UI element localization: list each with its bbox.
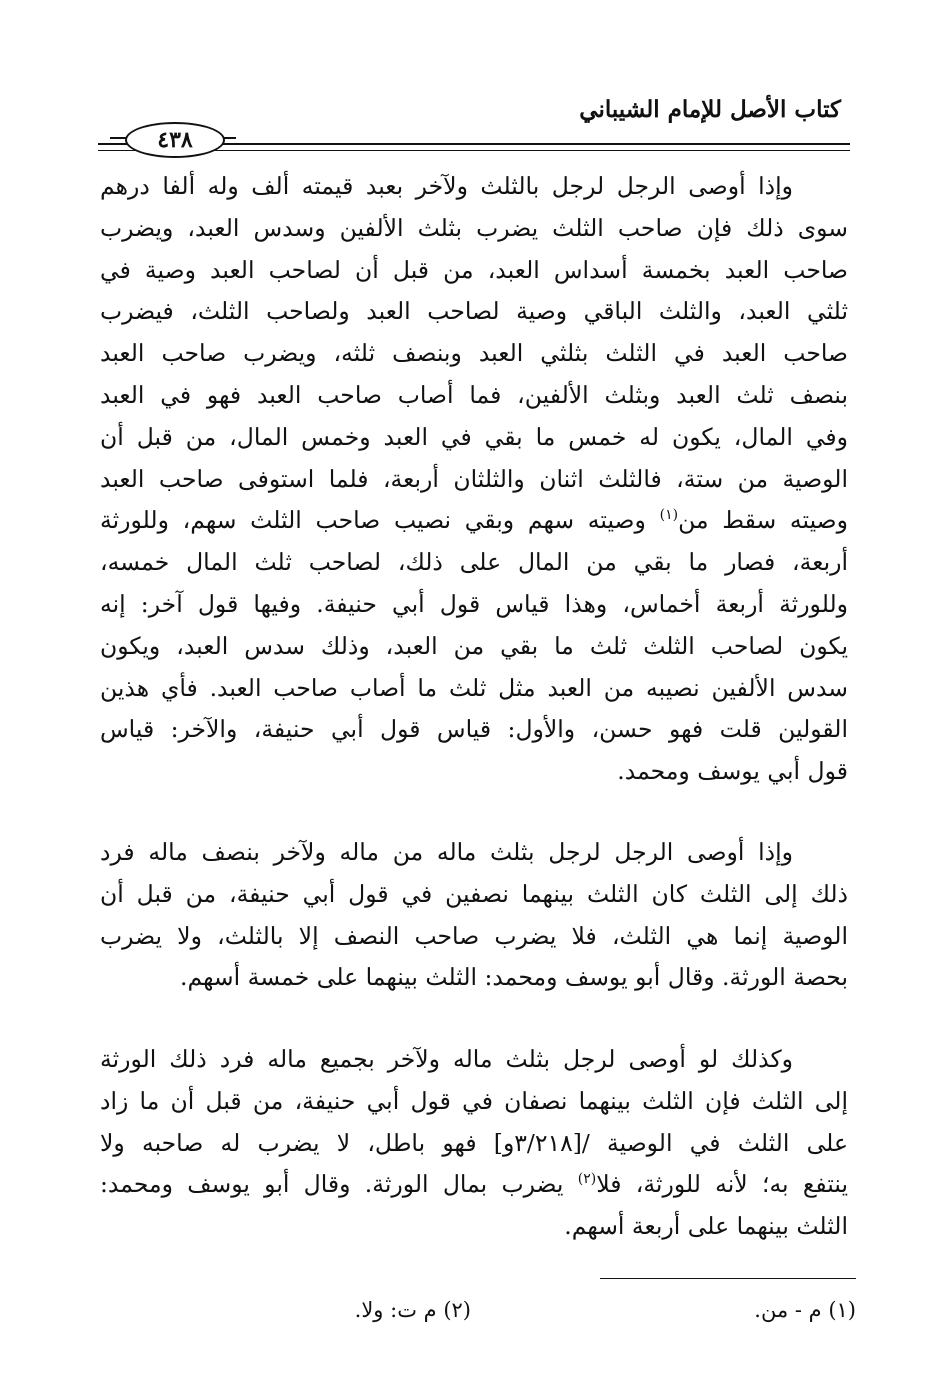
text-line: أربعة، فصار ما بقي من المال على ذلك، لصاحب ثلث المال خمسه، (100, 548, 848, 577)
text-line: قول أبي يوسف ومحمد. (617, 757, 848, 786)
paragraph-3 (100, 1039, 848, 1248)
text-line: ذلك إلى الثلث كان الثلث بينهما نصفين في قول أبي حنيفة، من قبل أن (100, 879, 848, 908)
running-header-title: كتاب الأصل للإمام الشيباني (579, 96, 841, 123)
footnote-1: (١) م - من. (754, 1298, 856, 1322)
text-segment: وصيته سقط من (678, 506, 848, 535)
text-line: إلى الثلث فإن الثلث بينهما نصفان في قول أبي حنيفة، من قبل أن ما زاد (100, 1086, 848, 1115)
text-line: القولين قلت فهو حسن، والأول: قياس قول أبي حنيفة، والآخر: قياس (100, 715, 848, 744)
paragraph-2 (100, 832, 848, 999)
text-line: وإذا أوصى الرجل لرجل بثلث ماله من ماله ولآخر بنصف ماله فرد (100, 838, 793, 866)
footnote-2: (٢) م ت: ولا. (354, 1298, 471, 1322)
text-line: الوصية من ستة، فالثلث اثنان والثلثان أربعة، فلما استوفى صاحب العبد (100, 464, 848, 493)
text-line: الثلث بينهما على أربعة أسهم. (564, 1212, 848, 1241)
text-line: سدس الألفين نصيبه من العبد مثل ثلث ما أصاب صاحب العبد. فأي هذين (100, 673, 848, 702)
text-segment: وصيته سهم وبقي نصيب صاحب الثلث سهم، وللورثة (100, 506, 646, 535)
text-line-with-footnote (100, 500, 848, 542)
text-line: يكون لصاحب الثلث ثلث ما بقي من العبد، وذلك سدس العبد، ويكون (100, 631, 848, 660)
text-line: صاحب العبد في الثلث بثلثي العبد وبنصف ثلثه، ويضرب صاحب العبد (100, 339, 848, 368)
text-segment: ينتفع به؛ لأنه للورثة، فلا (596, 1170, 848, 1199)
text-line: وفي المال، يكون له خمس ما بقي في العبد وخمس المال، من قبل أن (100, 422, 848, 451)
text-line: بحصة الورثة. وقال أبو يوسف ومحمد: الثلث بينهما على خمسة أسهم. (179, 963, 848, 992)
text-line: بنصف ثلث العبد وبثلث الألفين، فما أصاب صاحب العبد فهو في العبد (100, 380, 848, 409)
text-line: وللورثة أربعة أخماس، وهذا قياس قول أبي حنيفة. وفيها قول آخر: إنه (100, 589, 848, 618)
text-line: وكذلك لو أوصى لرجل بثلث ماله ولآخر بجميع ماله فرد ذلك الورثة (100, 1045, 793, 1073)
text-line-with-footnote (100, 1164, 848, 1206)
footnote-marker-1[interactable]: (١) (659, 507, 679, 524)
footnote-marker-2[interactable]: (٢) (577, 1171, 597, 1188)
footnote-separator (600, 1278, 856, 1279)
text-line: الوصية إنما هي الثلث، فلا يضرب صاحب النصف إلا بالثلث، ولا يضرب (100, 921, 848, 950)
text-line: سوى ذلك فإن صاحب الثلث يضرب بثلث الألفين وسدس العبد، ويضرب (100, 213, 848, 242)
text-line: ثلثي العبد، والثلث الباقي وصية لصاحب العبد ولصاحب الثلث، فيضرب (100, 297, 848, 326)
page-number-ornament-left (110, 137, 126, 139)
text-line: صاحب العبد بخمسة أسداس العبد، من قبل أن لصاحب العبد وصية في (100, 255, 848, 284)
paragraph-1 (100, 166, 848, 793)
page-number: ٤٣٨ (125, 122, 225, 158)
text-line: وإذا أوصى الرجل لرجل بالثلث ولآخر بعبد قيمته ألف وله ألفا درهم (100, 172, 793, 200)
text-line: على الثلث في الوصية /[٣/٢١٨و] فهو باطل، لا يضرب له صاحبه ولا (100, 1128, 848, 1157)
text-segment: يضرب بمال الورثة. وقال أبو يوسف ومحمد: (100, 1170, 564, 1199)
